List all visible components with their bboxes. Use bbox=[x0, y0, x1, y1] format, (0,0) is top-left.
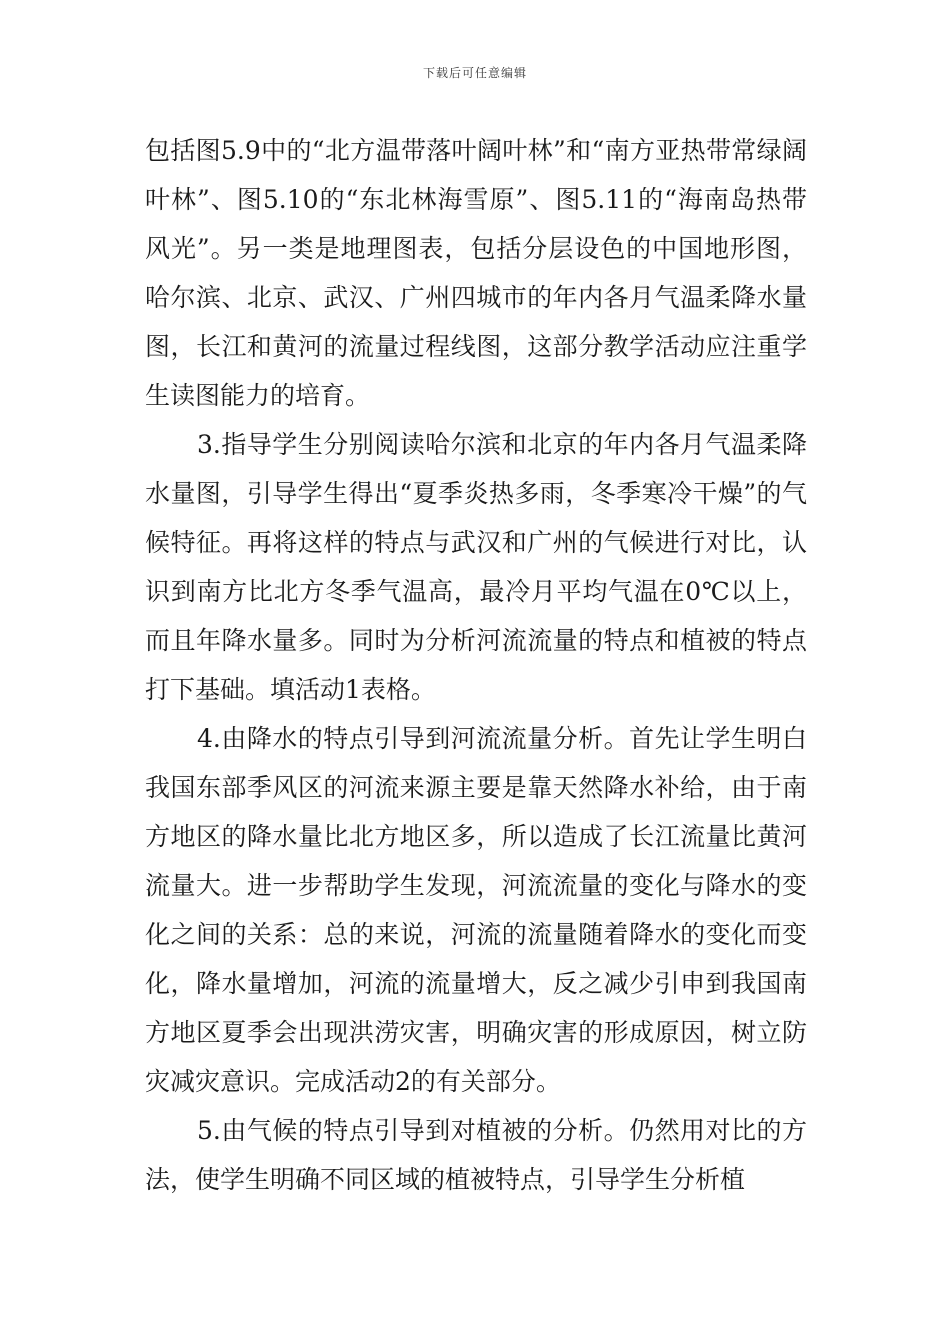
paragraph-item-5: 5.由气候的特点引导到对植被的分析。仍然用对比的方法，使学生明确不同区域的植被特点，引导学生分析植 bbox=[145, 1116, 807, 1194]
paragraph-continuation: 包括图5.9中的“北方温带落叶阔叶林”和“南方亚热带常绿阔叶林”、图5.10的“东北林海雪原”、图5.11的“海南岛热带风光”。另一类是地理图表，包括分层设色的中国地形图，哈尔滨、北京、武汉、广州四城市的年内各月气温柔降水量图，长江和黄河的流量过程线图，这部分教学活动应注重学生读图能力的培育。 bbox=[145, 136, 807, 410]
header-note: 下载后可任意编辑 bbox=[422, 66, 527, 80]
paragraph-item-4: 4.由降水的特点引导到河流流量分析。首先让学生明白我国东部季风区的河流来源主要是靠天然降水补给，由于南方地区的降水量比北方地区多，所以造成了长江流量比黄河流量大。进一步帮助学生发现，河流流量的变化与降水的变化之间的关系：总的来说，河流的流量随着降水的变化而变化，降水量增加，河流的流量增大，反之减少引申到我国南方地区夏季会出现洪涝灾害，明确灾害的形成原因，树立防灾减灾意识。完成活动2的有关部分。 bbox=[145, 724, 807, 1096]
paragraph-item-3: 3.指导学生分别阅读哈尔滨和北京的年内各月气温柔降水量图，引导学生得出“夏季炎热多雨，冬季寒冷干燥”的气候特征。再将这样的特点与武汉和广州的气候进行对比，认识到南方比北方冬季气温高，最冷月平均气温在0℃以上，而且年降水量多。同时为分析河流流量的特点和植被的特点打下基础。填活动1表格。 bbox=[145, 430, 807, 704]
document-body bbox=[145, 126, 807, 1204]
